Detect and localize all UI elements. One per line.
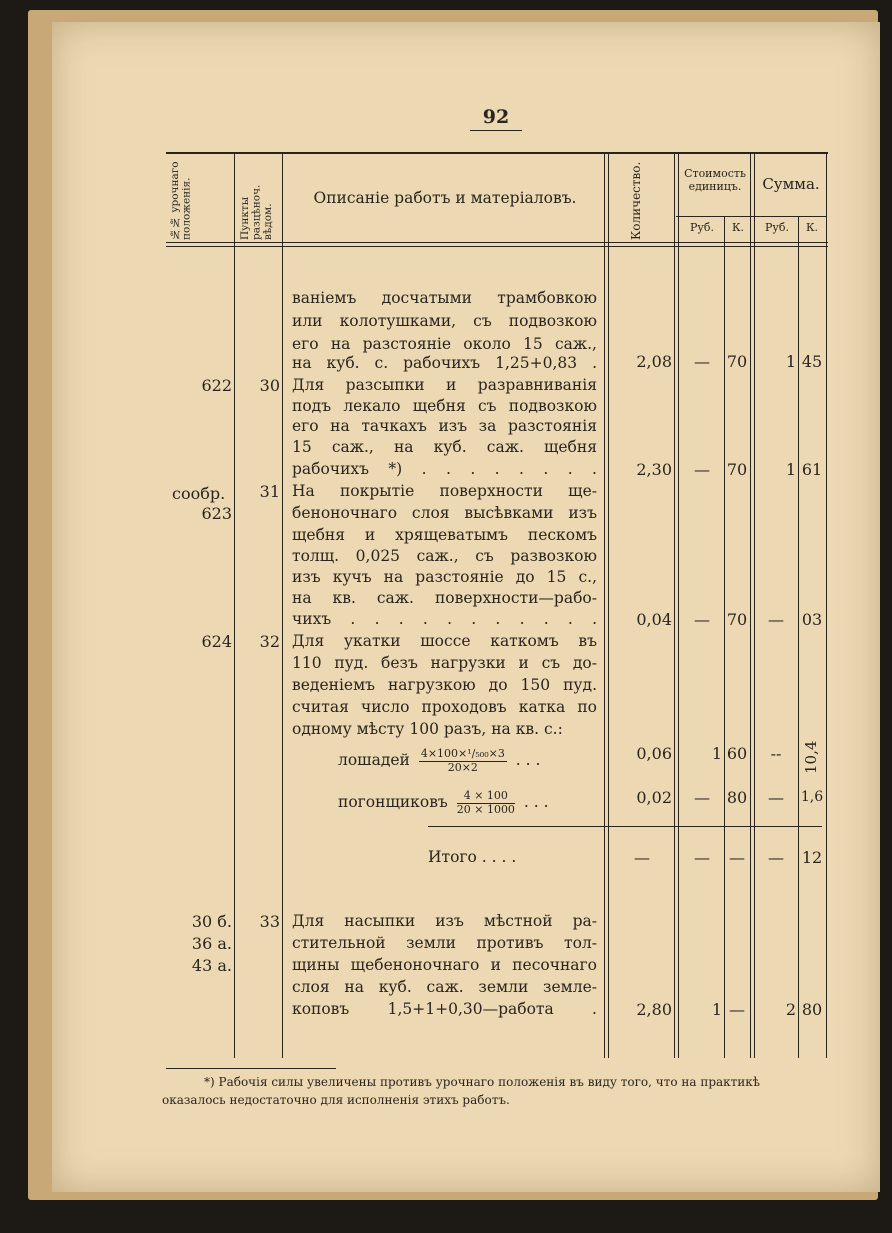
header-bottom-rule-2	[166, 246, 828, 247]
page-number: 92	[470, 106, 522, 131]
footnote-line-1: *) Рабочія силы увеличены противъ урочнаго положенія въ виду того, что на практикѣ	[204, 1075, 761, 1089]
row2-line-4: 15 саж., на куб. саж. щебня	[292, 438, 597, 456]
footnote-line-2: оказалось недостаточно для исполненія этихъ работъ.	[162, 1093, 510, 1107]
row3-line-5: изъ кучъ на разстояніе до 15 с.,	[292, 568, 597, 586]
horses-formula	[419, 748, 507, 774]
row5-line-4: слоя на куб. саж. земли земле-	[292, 978, 597, 996]
header-col-qty: Количество.	[629, 161, 643, 240]
row1-line-1: ваніемъ досчатыми трамбовкою	[292, 289, 597, 307]
subheader-rule	[676, 216, 826, 217]
horses-unit-rub: 1	[711, 744, 722, 763]
horses-sum-kop: 10,4	[802, 740, 820, 774]
total-qty: —	[634, 848, 650, 867]
header-rub-2: Руб.	[765, 221, 789, 234]
col-divider-3	[604, 153, 605, 1058]
row5-sum-rub: 2	[785, 1000, 796, 1019]
row4-line-4: считая число проходовъ катка по	[292, 698, 597, 716]
row3-line-4: толщ. 0,025 саж., съ развозкою	[292, 547, 597, 565]
drivers-label-group	[338, 790, 549, 816]
col-divider-6b	[754, 153, 755, 1058]
row5-sum-kop: 80	[801, 1000, 823, 1019]
row5-no-c: 43 а.	[191, 956, 232, 975]
col-divider-6	[750, 153, 751, 1058]
row2-line-5: рабочихъ *) . . . . . . . .	[292, 460, 597, 478]
row5-no-b: 36 а.	[191, 934, 232, 953]
horses-qty: 0,06	[636, 744, 672, 763]
horses-label-group	[338, 748, 540, 774]
header-col-no: №№ урочнаго положенія.	[169, 161, 193, 240]
horses-unit-kop: 60	[726, 744, 748, 763]
row3-line-7: чихъ . . . . . . . . . . .	[292, 610, 597, 628]
row5-unit-kop: —	[729, 1000, 745, 1019]
horses-label: лошадей	[338, 751, 410, 770]
col-divider-1	[234, 153, 235, 1058]
col-divider-5	[724, 216, 725, 1058]
row3-point: 31	[259, 482, 280, 501]
total-label: Итого . . . .	[428, 848, 517, 866]
row5-no-a: 30 б.	[191, 912, 232, 931]
row1-line-3: его на разстояніе около 15 саж.,	[292, 335, 597, 353]
row2-sum-kop: 61	[801, 460, 823, 479]
header-col-points: Пункты разцѣноч. вѣдом.	[239, 184, 275, 240]
row5-qty: 2,80	[636, 1000, 672, 1019]
row3-unit-kop: 70	[726, 610, 748, 629]
row2-sum-rub: 1	[785, 460, 796, 479]
row4-line-2: 110 пуд. безъ нагрузки и съ до-	[292, 654, 597, 672]
row5-unit-rub: 1	[711, 1000, 722, 1019]
row3-line-2: беноночнаго слоя высѣвками изъ	[292, 504, 597, 522]
row4-line-1: Для укатки шоссе каткомъ въ	[292, 632, 597, 650]
row3-line-3: щебня и хрящеватымъ пескомъ	[292, 526, 597, 544]
horses-formula-denominator: 20×2	[447, 760, 478, 774]
row3-line-6: на кв. саж. поверхности—рабо-	[292, 589, 597, 607]
total-rule	[428, 826, 822, 827]
col-divider-3b	[608, 153, 609, 1058]
row1-line-4: на куб. с. рабочихъ 1,25+0,83 .	[292, 354, 597, 372]
col-divider-2	[282, 153, 283, 1058]
row4-line-3: веденіемъ нагрузкою до 150 пуд.	[292, 676, 597, 694]
col-divider-4	[674, 153, 675, 1058]
row1-sum-kop: 45	[801, 352, 823, 371]
row5-line-5: коповъ 1,5+1+0,30—работа .	[292, 1000, 597, 1018]
header-rub: Руб.	[690, 221, 714, 234]
row2-line-1: Для разсыпки и разравниванія	[292, 376, 597, 394]
row3-sum-kop: 03	[801, 610, 823, 629]
col-divider-8	[826, 153, 827, 1058]
header-col-sum: Сумма.	[762, 175, 820, 193]
row1-line-2: или колотушками, съ подвозкою	[292, 312, 597, 330]
table-top-rule	[166, 152, 828, 154]
drivers-leader: . . .	[523, 793, 549, 812]
row1-qty: 2,08	[636, 352, 672, 371]
header-kop: К.	[731, 221, 744, 234]
drivers-formula-numerator: 4 × 100	[457, 790, 515, 804]
col-divider-4b	[678, 153, 679, 1058]
total-sum-kop: 12	[801, 848, 823, 867]
row1-unit-rub: —	[694, 352, 710, 371]
drivers-qty: 0,02	[636, 788, 672, 807]
drivers-sum-kop: 1,6	[800, 789, 824, 805]
row4-no: 624	[201, 632, 232, 651]
row4-line-5: одному мѣсту 100 разъ, на кв. с.:	[292, 720, 563, 738]
row5-point: 33	[259, 912, 280, 931]
drivers-unit-kop: 80	[726, 788, 748, 807]
col-divider-7	[798, 216, 799, 1058]
total-unit-kop: —	[729, 848, 745, 867]
total-unit-rub: —	[694, 848, 710, 867]
row2-point: 30	[259, 376, 280, 395]
drivers-formula-denominator: 20 × 1000	[456, 802, 515, 816]
row1-sum-rub: 1	[785, 352, 796, 371]
header-bottom-rule	[166, 242, 828, 243]
header-col-desc: Описаніе работъ и матеріаловъ.	[313, 189, 577, 207]
row2-unit-rub: —	[694, 460, 710, 479]
row3-qty: 0,04	[636, 610, 672, 629]
drivers-label: погонщиковъ	[338, 793, 448, 812]
row2-line-2: подъ лекало щебня съ подвозкою	[292, 397, 597, 415]
horses-sum-rub: --	[770, 744, 782, 763]
drivers-sum-rub: —	[768, 788, 784, 807]
drivers-unit-rub: —	[694, 788, 710, 807]
footnote-rule	[166, 1068, 336, 1069]
horses-formula-numerator: 4×100×¹/₅₀₀×3	[420, 747, 505, 760]
row5-line-1: Для насыпки изъ мѣстной ра-	[292, 912, 597, 930]
row3-unit-rub: —	[694, 610, 710, 629]
row2-no: 622	[201, 376, 232, 395]
horses-leader: . . .	[515, 751, 541, 770]
row5-line-3: щины щебеноночнаго и песочнаго	[292, 956, 597, 974]
header-kop-2: К.	[805, 221, 818, 234]
row3-no-b: 623	[201, 504, 232, 523]
row5-line-2: стительной земли противъ тол-	[292, 934, 597, 952]
total-sum-rub: —	[768, 848, 784, 867]
drivers-formula	[457, 790, 515, 816]
row3-sum-rub: —	[768, 610, 784, 629]
row2-unit-kop: 70	[726, 460, 748, 479]
row3-no-a: сообр.	[172, 484, 226, 503]
row3-line-1: На покрытіе поверхности ще-	[292, 482, 597, 500]
row4-point: 32	[259, 632, 280, 651]
header-col-unit-cost: Стоимость единицъ.	[684, 167, 746, 193]
row2-qty: 2,30	[636, 460, 672, 479]
row1-unit-kop: 70	[726, 352, 748, 371]
row2-line-3: его на тачкахъ изъ за разстоянія	[292, 417, 597, 435]
